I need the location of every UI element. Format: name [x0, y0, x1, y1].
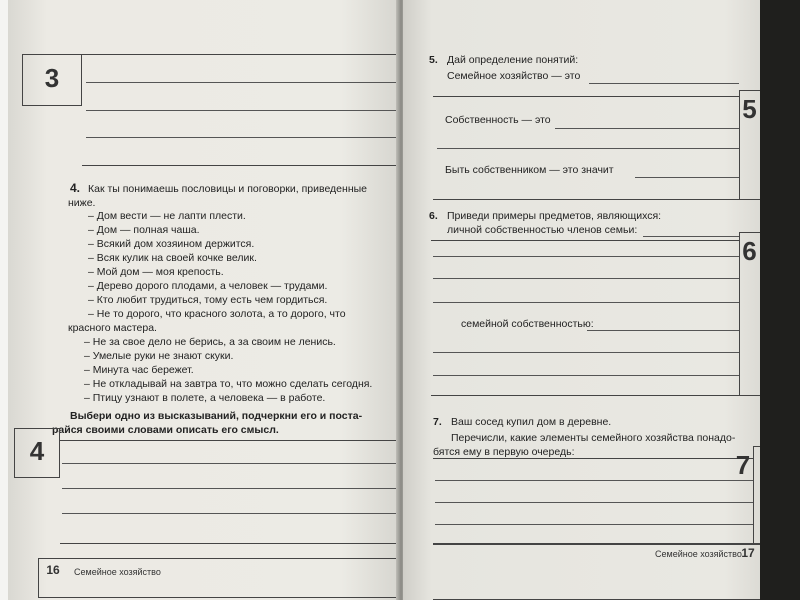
q7-title: Ваш сосед купил дом в деревне.	[451, 416, 612, 428]
answer-line[interactable]	[62, 488, 400, 489]
page-number-right: 17	[741, 546, 755, 560]
answer-line[interactable]	[62, 463, 400, 464]
proverb-item-cont: красного мастера.	[68, 322, 157, 334]
page-number-left: 16	[46, 563, 60, 577]
answer-line[interactable]	[62, 513, 400, 514]
proverb-item: – Мой дом — моя крепость.	[88, 266, 224, 278]
footer-title-right: Семейное хозяйство	[655, 549, 742, 559]
answer-line[interactable]	[435, 480, 753, 481]
answer-line[interactable]	[589, 83, 739, 84]
proverb-item: – Не за свое дело не берись, а за своим не ленись.	[84, 336, 336, 348]
right-page	[403, 0, 760, 600]
q4-title: Как ты понимаешь пословицы и поговорки, приведенные	[88, 183, 368, 195]
answer-line[interactable]	[587, 330, 739, 331]
q5-title: Дай определение понятий:	[447, 54, 579, 66]
footer-frame	[38, 558, 400, 598]
answer-line[interactable]	[86, 110, 400, 111]
box-7-answer-frame	[433, 458, 753, 544]
box-7-number: 7	[735, 450, 751, 480]
q5-item-1: Семейное хозяйство — это	[447, 70, 581, 82]
table-background	[760, 0, 800, 600]
proverb-item: – Умелые руки не знают скуки.	[84, 350, 234, 362]
proverb-item: – Дом — полная чаша.	[88, 224, 200, 236]
proverb-item: – Минута час бережет.	[84, 364, 194, 376]
proverb-item: – Всяк кулик на своей кочке велик.	[88, 252, 257, 264]
box-5-number: 5	[742, 94, 757, 124]
proverb-item: – Птицу узнают в полете, а человека — в работе.	[84, 392, 326, 404]
q6-item-2: семейной собственностью:	[461, 318, 594, 330]
answer-line[interactable]	[435, 502, 753, 503]
answer-line[interactable]	[435, 524, 753, 525]
box-4-answer-frame	[60, 440, 400, 544]
answer-line[interactable]	[433, 352, 739, 353]
q6-title: Приведи примеры предметов, являющихся:	[447, 210, 662, 222]
proverb-item: – Всякий дом хозяином держится.	[88, 238, 255, 250]
answer-line[interactable]	[433, 278, 739, 279]
answer-line[interactable]	[433, 302, 739, 303]
proverb-item: – Не откладывай на завтра то, что можно сделать сегодня.	[84, 378, 373, 390]
q7-number: 7.	[433, 416, 442, 428]
q6-number: 6.	[429, 210, 438, 222]
proverb-item: – Кто любит трудиться, тому есть чем гордиться.	[88, 294, 328, 306]
q5-item-2: Собственность — это	[445, 114, 551, 126]
proverb-item: – Дом вести — не лапти плести.	[88, 210, 246, 222]
q7-text-1: Перечисли, какие элементы семейного хозяйства понадо-	[451, 432, 736, 444]
q4-number: 4.	[70, 181, 81, 195]
q6-item-1: личной собственностью членов семьи:	[447, 224, 638, 236]
box-3-number: 3	[44, 63, 60, 93]
answer-line[interactable]	[433, 375, 739, 376]
answer-line[interactable]	[86, 137, 400, 138]
answer-line[interactable]	[643, 236, 739, 237]
answer-line[interactable]	[86, 82, 400, 83]
instruction-line-2: райся своими словами описать его смысл.	[52, 424, 279, 436]
answer-line[interactable]	[437, 148, 739, 149]
box-4-number: 4	[29, 436, 45, 466]
q7-text-2: бятся ему в первую очередь:	[433, 446, 575, 458]
q5-item-3: Быть собственником — это значит	[445, 164, 614, 176]
answer-line[interactable]	[555, 128, 739, 129]
proverb-item: – Дерево дорого плодами, а человек — трудами.	[88, 280, 328, 292]
q5-number: 5.	[429, 54, 438, 66]
q4-title-cont: ниже.	[68, 197, 96, 209]
proverb-item: – Не то дорого, что красного золота, а то дорого, что	[88, 308, 346, 320]
instruction-line-1: Выбери одно из высказываний, подчеркни его и поста-	[70, 410, 363, 422]
answer-line[interactable]	[635, 177, 739, 178]
answer-line[interactable]	[433, 256, 739, 257]
box-6-number: 6	[742, 236, 757, 266]
footer-title-left: Семейное хозяйство	[74, 567, 161, 577]
left-page	[8, 0, 400, 600]
